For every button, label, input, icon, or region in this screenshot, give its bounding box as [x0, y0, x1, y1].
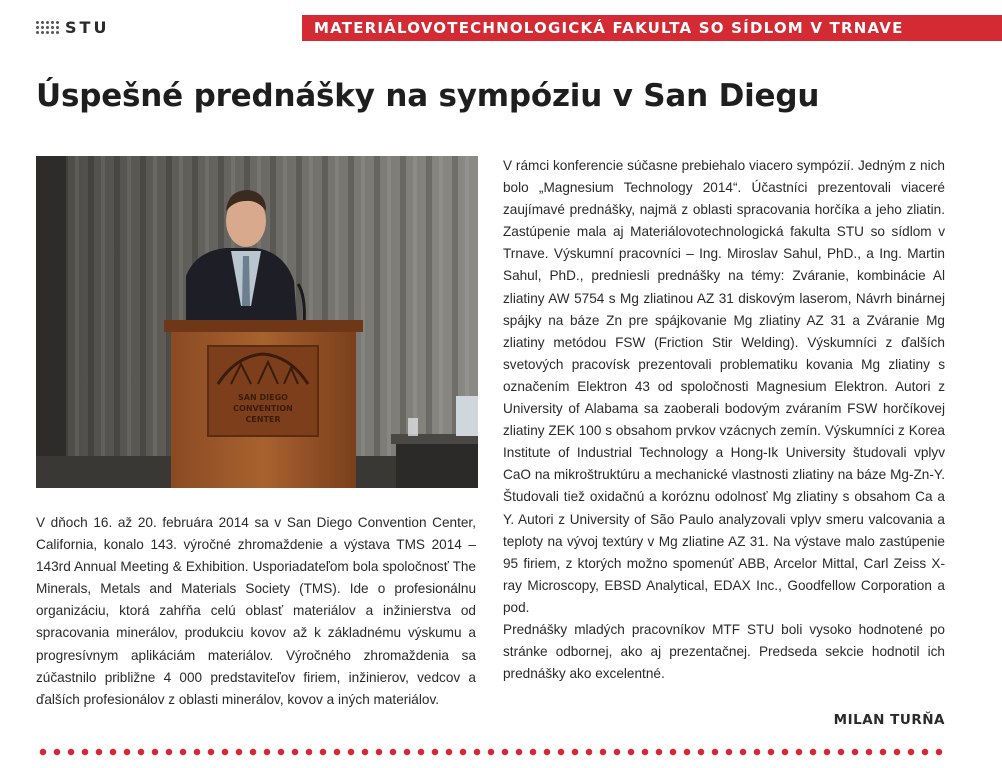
article-headline: Úspešné prednášky na sympóziu v San Diegu: [36, 78, 820, 114]
stu-logo: [36, 15, 109, 39]
article-author: MILAN TURŇA: [833, 712, 945, 728]
logo-text: STU: [65, 17, 110, 37]
right-column: [503, 155, 945, 685]
faculty-banner: MATERIÁLOVOTECHNOLOGICKÁ FAKULTA SO SÍDLOM V TRNAVE: [302, 15, 1002, 41]
podium-sign-line-2: CONVENTION: [233, 404, 293, 413]
dotted-divider: [36, 748, 948, 756]
podium-sign-line-1: SAN DIEGO: [238, 393, 288, 402]
speaker-at-podium-image: [36, 156, 478, 488]
article-photo: [36, 156, 478, 488]
left-column: [36, 512, 476, 711]
podium-sign-line-3: CENTER: [245, 415, 281, 424]
logo-dots-icon: [36, 21, 59, 34]
body-paragraph-1: V rámci konferencie súčasne prebiehalo viacero sympózií. Jedným z nich bolo „Magnesium Technology 2014“. Účastníci prezentovali viaceré zaujímavé prednášky, najmä z oblasti spracovania horčíka a jeho zliatin. Zastúpenie mala aj Materiálovotechnologická fakulta STU so sídlom v Trnave. Výskumní pracovníci – Ing. Miroslav Sahul, PhD., a Ing. Martin Sahul, PhD., predniesli prednášky na témy: Zváranie, kombinácie Al zliatiny AW 5754 s Mg zliatinou AZ 31 diskovým laserom, Návrh binárnej spájky na báze Zn pre spájkovanie Mg zliatiny AZ 31 a Zváranie Mg zliatiny metódou FSW (Friction Stir Welding). Výskumníci z ďalších svetových pracovísk prezentovali problematiku kovania Mg zliatiny s označením Elektron 43 od spoločnosti Magnesium Elektron. Autori z University of Alabama sa zaoberali bodovým zváraním FSW horčíkovej zliatiny ZEK 100 s obsahom prvkov vzácnych zemín. Výskumníci z Korea Institute of Industrial Technology a Hong-Ik University študovali vplyv CaO na mikroštruktúru a mechanické vlastnosti zliatiny na báze Mg-Zn-Y. Študovali tiež oxidačnú a koróznu odolnosť Mg zliatiny s obsahom Ca a Y. Autori z University of São Paulo analyzovali vplyv smeru valcovania a teploty na vývoj textúry v Mg zliatine AZ 31. Na výstave malo zastúpenie 95 firiem, z ktorých možno spomenúť ABB, Arcelor Mittal, Carl Zeiss X-ray Microscopy, EBSD Analytical, EDAX Inc., Goodfellow Corporation a pod.: [503, 158, 945, 615]
body-paragraph-2: Prednášky mladých pracovníkov MTF STU boli vysoko hodnotené po stránke odbornej, ako aj prezentačnej. Predseda sekcie hodnotil ich prednášky ako excelentné.: [503, 621, 945, 682]
intro-paragraph: V dňoch 16. až 20. februára 2014 sa v San Diego Convention Center, California, konalo 143. výročné zhromaždenie a výstava TMS 2014 – 143rd Annual Meeting & Exhibition. Usporiadateľom bola spoločnosť The Minerals, Metals and Materials Society (TMS). Ide o profesionálnu organizáciu, ktorá zahŕňa celú oblasť materiálov a inžinierstva od spracovania minerálov, produkciu kovov až k základnému výskumu a progresívnym aplikáciám materiálov. Výročného zhromaždenia sa zúčastnilo približne 4 000 predstaviteľov firiem, inžinierov, vedcov a ďalších profesionálov z oblasti minerálov, kovov a iných materiálov.: [36, 515, 476, 707]
